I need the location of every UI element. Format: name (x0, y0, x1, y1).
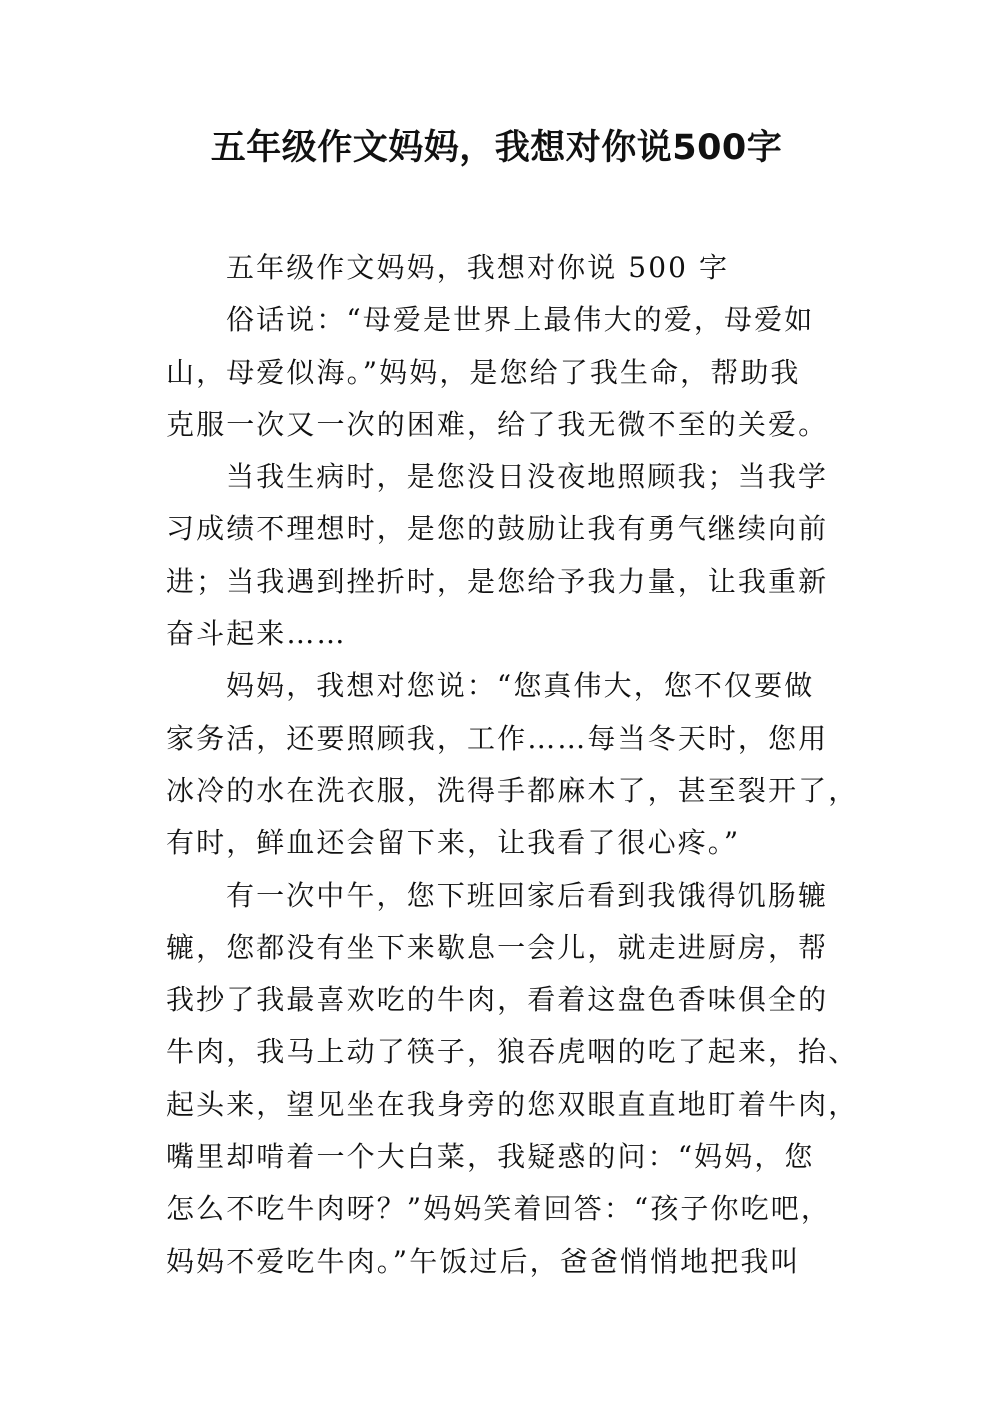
paragraph-1 (166, 242, 831, 294)
text-line: 妈妈不爱吃牛肉。”午饭过后，爸爸悄悄地把我叫 (166, 1244, 801, 1278)
text-line: 我抄了我最喜欢吃的牛肉，看着这盘色香味俱全的 (166, 983, 829, 1017)
text-line: 俗话说：“母爱是世界上最伟大的爱，母爱如 (226, 303, 815, 337)
text-line: 嘴里却啃着一个大白菜，我疑惑的问：“妈妈，您 (166, 1140, 815, 1174)
text-line: 辘，您都没有坐下来歇息一会儿，就走进厨房，帮 (166, 930, 829, 964)
text-line: 五年级作文妈妈，我想对你说 500 字 (226, 251, 730, 284)
paragraph-5 (166, 870, 859, 1288)
text-line: 冰冷的水在洗衣服，洗得手都麻木了，甚至裂开了， (166, 773, 859, 807)
text-line: 起头来，望见坐在我身旁的您双眼直直地盯着牛肉， (166, 1087, 859, 1121)
text-line: 山，母爱似海。”妈妈，是您给了我生命，帮助我 (166, 355, 801, 389)
text-line: 妈妈，我想对您说：“您真伟大，您不仅要做 (226, 669, 815, 703)
text-line: 克服一次又一次的困难，给了我无微不至的关爱。 (166, 407, 829, 441)
text-line: 怎么不吃牛肉呀？”妈妈笑着回答：“孩子你吃吧， (166, 1192, 831, 1226)
text-line: 家务活，还要照顾我，工作……每当冬天时，您用 (166, 721, 829, 755)
document-body (166, 242, 859, 1288)
document-title: 五年级作文妈妈，我想对你说500字 (210, 128, 783, 168)
text-line: 奋斗起来…… (166, 617, 347, 651)
paragraph-4 (166, 660, 859, 869)
text-line: 有时，鲜血还会留下来，让我看了很心疼。” (166, 826, 741, 860)
paragraph-2 (166, 294, 831, 451)
paragraph-3 (166, 451, 831, 660)
text-line: 进；当我遇到挫折时，是您给予我力量，让我重新 (166, 564, 829, 598)
text-line: 当我生病时，是您没日没夜地照顾我；当我学 (226, 460, 829, 494)
text-line: 习成绩不理想时，是您的鼓励让我有勇气继续向前 (166, 512, 829, 546)
text-line: 牛肉，我马上动了筷子，狼吞虎咽的吃了起来，抬、 (166, 1035, 859, 1069)
text-line: 有一次中午，您下班回家后看到我饿得饥肠辘 (226, 878, 829, 912)
